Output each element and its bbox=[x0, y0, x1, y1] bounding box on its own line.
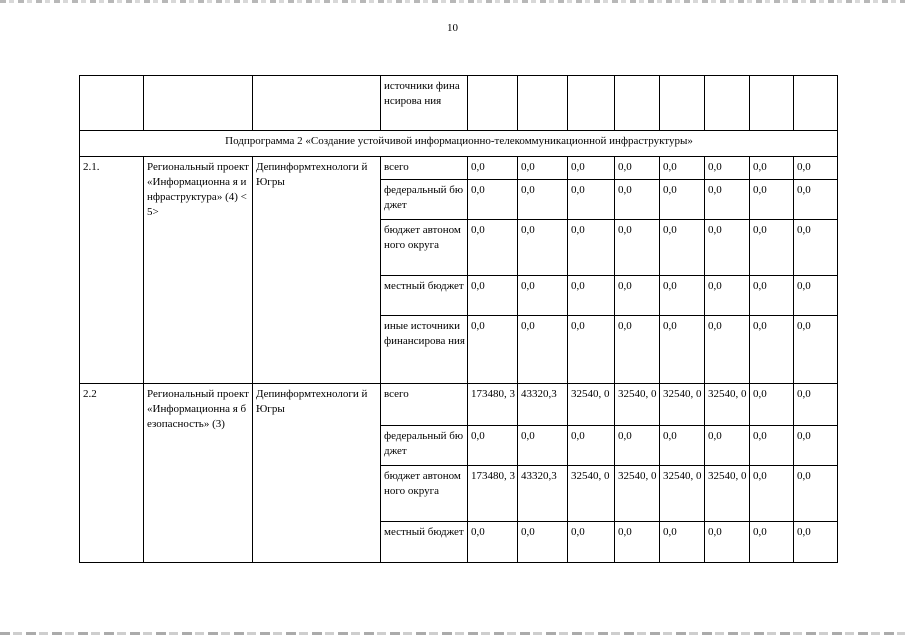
cell-value: 0,0 bbox=[660, 426, 705, 466]
cell-value: 32540, 0 bbox=[615, 466, 660, 522]
cell-value: 0,0 bbox=[615, 180, 660, 220]
budget-table bbox=[79, 75, 838, 563]
cell-value: 0,0 bbox=[518, 276, 568, 316]
cell-value: 0,0 bbox=[468, 157, 518, 180]
cell-value: 0,0 bbox=[568, 316, 615, 384]
cell-value: 0,0 bbox=[794, 180, 838, 220]
cell-value: 0,0 bbox=[615, 157, 660, 180]
cell-value: 0,0 bbox=[794, 384, 838, 426]
cell-value: 0,0 bbox=[615, 276, 660, 316]
cell-value: 0,0 bbox=[750, 466, 794, 522]
cell-value: 0,0 bbox=[750, 316, 794, 384]
cell-value: 32540, 0 bbox=[705, 466, 750, 522]
cell-value: 0,0 bbox=[794, 426, 838, 466]
cell-value: 32540, 0 bbox=[705, 384, 750, 426]
cell-source: местный бюджет bbox=[381, 276, 468, 316]
cell-value: 0,0 bbox=[660, 522, 705, 563]
subprogram-title: Подпрограмма 2 «Создание устойчивой информационно-телекоммуникационной инфраструктуры» bbox=[80, 131, 838, 157]
cell-value: 0,0 bbox=[794, 316, 838, 384]
cell-value bbox=[705, 76, 750, 131]
cell-value: 0,0 bbox=[660, 180, 705, 220]
cell-source: иные источники финансирова ния bbox=[381, 316, 468, 384]
cell-value: 0,0 bbox=[468, 426, 518, 466]
cell-value: 32540, 0 bbox=[615, 384, 660, 426]
cell-value: 0,0 bbox=[705, 157, 750, 180]
cell-value: 0,0 bbox=[568, 276, 615, 316]
cell-source: федеральный бюджет bbox=[381, 180, 468, 220]
cell-value: 0,0 bbox=[750, 220, 794, 276]
cell-value: 0,0 bbox=[518, 220, 568, 276]
cell-executor bbox=[253, 76, 381, 131]
cell-executor: Депинформтехнологи й Югры bbox=[253, 157, 381, 384]
cell-value: 0,0 bbox=[615, 426, 660, 466]
cell-value: 0,0 bbox=[660, 276, 705, 316]
cell-value: 0,0 bbox=[468, 276, 518, 316]
cell-value: 173480, 3 bbox=[468, 466, 518, 522]
cell-value: 0,0 bbox=[660, 157, 705, 180]
cell-name: Региональный проект «Информационна я инфраструктура» (4) <5> bbox=[144, 157, 253, 384]
cell-value: 0,0 bbox=[705, 522, 750, 563]
cell-value: 0,0 bbox=[568, 426, 615, 466]
cell-value: 0,0 bbox=[794, 276, 838, 316]
cell-value: 0,0 bbox=[750, 384, 794, 426]
cell-value: 0,0 bbox=[518, 180, 568, 220]
cell-value: 0,0 bbox=[468, 522, 518, 563]
cell-value: 32540, 0 bbox=[660, 384, 705, 426]
cell-value: 173480, 3 bbox=[468, 384, 518, 426]
cell-value bbox=[750, 76, 794, 131]
cell-source: всего bbox=[381, 384, 468, 426]
cell-name bbox=[144, 76, 253, 131]
table-row bbox=[80, 384, 838, 426]
cell-value: 0,0 bbox=[518, 426, 568, 466]
cell-value: 0,0 bbox=[794, 157, 838, 180]
cell-value: 0,0 bbox=[750, 180, 794, 220]
cell-source: источники финансирова ния bbox=[381, 76, 468, 131]
cell-value: 0,0 bbox=[660, 220, 705, 276]
cell-value: 0,0 bbox=[705, 220, 750, 276]
cell-value: 0,0 bbox=[568, 220, 615, 276]
cell-value: 0,0 bbox=[705, 426, 750, 466]
cell-value: 0,0 bbox=[794, 220, 838, 276]
cell-value: 0,0 bbox=[750, 522, 794, 563]
cell-value: 0,0 bbox=[468, 180, 518, 220]
table-row-continuation bbox=[80, 76, 838, 131]
cell-value: 0,0 bbox=[568, 157, 615, 180]
cell-value bbox=[518, 76, 568, 131]
cell-value: 0,0 bbox=[518, 522, 568, 563]
scan-edge-bottom bbox=[0, 632, 905, 635]
cell-executor: Депинформтехнологи й Югры bbox=[253, 384, 381, 563]
cell-value: 0,0 bbox=[705, 180, 750, 220]
cell-value: 0,0 bbox=[468, 316, 518, 384]
cell-value: 43320,3 bbox=[518, 384, 568, 426]
cell-value bbox=[660, 76, 705, 131]
cell-value: 0,0 bbox=[750, 157, 794, 180]
cell-value bbox=[794, 76, 838, 131]
cell-value: 0,0 bbox=[518, 157, 568, 180]
cell-source: бюджет автономного округа bbox=[381, 466, 468, 522]
cell-value: 0,0 bbox=[615, 220, 660, 276]
cell-value: 0,0 bbox=[750, 276, 794, 316]
cell-value: 0,0 bbox=[568, 180, 615, 220]
cell-source: федеральный бюджет bbox=[381, 426, 468, 466]
cell-value: 43320,3 bbox=[518, 466, 568, 522]
cell-value: 32540, 0 bbox=[568, 384, 615, 426]
cell-value: 0,0 bbox=[468, 220, 518, 276]
cell-number: 2.2 bbox=[80, 384, 144, 563]
cell-value: 0,0 bbox=[705, 316, 750, 384]
cell-number: 2.1. bbox=[80, 157, 144, 384]
cell-value bbox=[615, 76, 660, 131]
cell-number bbox=[80, 76, 144, 131]
cell-value: 0,0 bbox=[705, 276, 750, 316]
cell-value: 0,0 bbox=[794, 466, 838, 522]
cell-source: бюджет автономного округа bbox=[381, 220, 468, 276]
cell-name: Региональный проект «Информационна я безопасность» (3) bbox=[144, 384, 253, 563]
cell-value bbox=[468, 76, 518, 131]
cell-value: 32540, 0 bbox=[568, 466, 615, 522]
cell-value: 0,0 bbox=[794, 522, 838, 563]
table-row bbox=[80, 157, 838, 180]
cell-value: 0,0 bbox=[568, 522, 615, 563]
cell-value: 32540, 0 bbox=[660, 466, 705, 522]
cell-source: всего bbox=[381, 157, 468, 180]
cell-value: 0,0 bbox=[615, 316, 660, 384]
cell-value: 0,0 bbox=[615, 522, 660, 563]
scan-edge-top bbox=[0, 0, 905, 3]
cell-value: 0,0 bbox=[750, 426, 794, 466]
cell-value bbox=[568, 76, 615, 131]
page-number: 10 bbox=[447, 22, 458, 34]
subprogram-row bbox=[80, 131, 838, 157]
cell-source: местный бюджет bbox=[381, 522, 468, 563]
cell-value: 0,0 bbox=[518, 316, 568, 384]
cell-value: 0,0 bbox=[660, 316, 705, 384]
